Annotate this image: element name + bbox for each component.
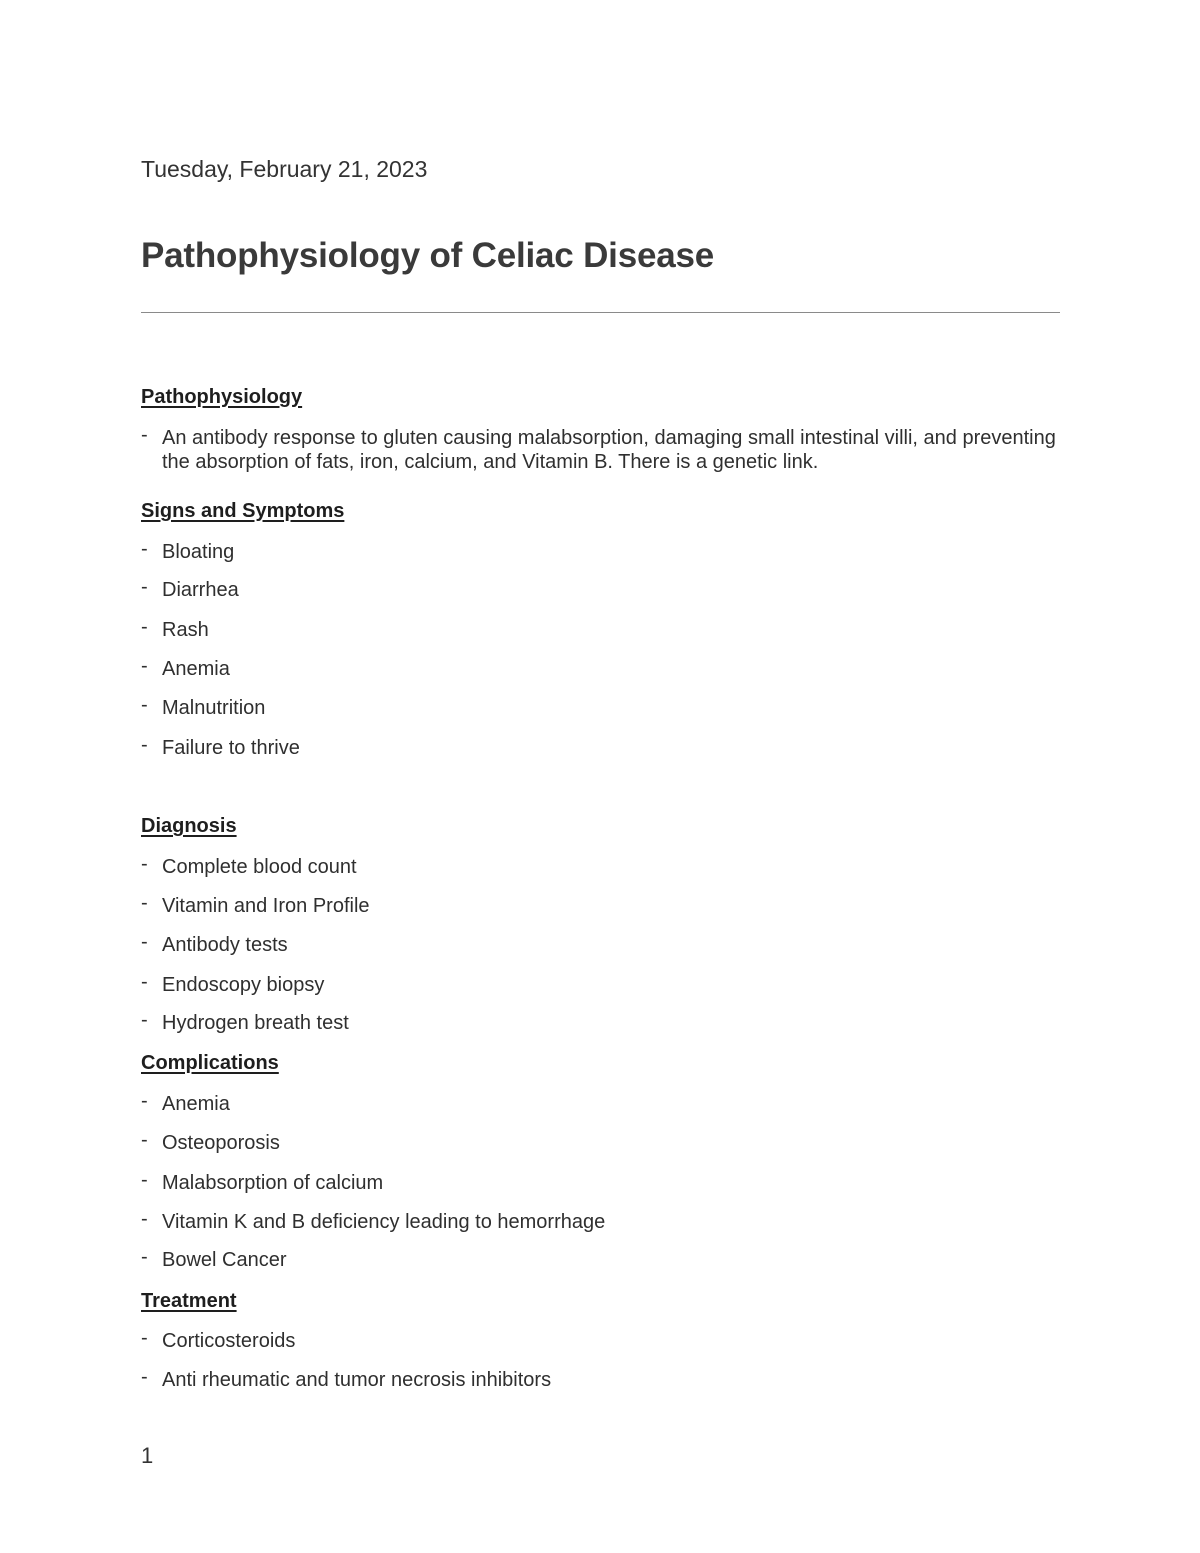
list-item-text: Antibody tests [162,934,288,956]
bullet-dash: - [141,1129,148,1151]
section-heading-signs-and-symptoms: Signs and Symptoms [141,500,345,522]
list-item-text: Osteoporosis [162,1132,280,1154]
bullet-dash: - [141,1246,148,1268]
list-item-text: Malnutrition [162,697,266,719]
list-item-text: Anemia [162,658,230,680]
bullet-dash: - [141,1090,148,1112]
section-heading-diagnosis: Diagnosis [141,815,237,837]
list-item-text: Anti rheumatic and tumor necrosis inhibitors [162,1369,552,1391]
page-title: Pathophysiology of Celiac Disease [141,236,715,275]
list-item-text: Vitamin and Iron Profile [162,895,370,917]
section-heading-treatment: Treatment [141,1290,237,1312]
list-item-text: Malabsorption of calcium [162,1172,384,1194]
bullet-dash: - [141,424,148,446]
bullet-dash: - [141,1327,148,1349]
bullet-dash: - [141,1169,148,1191]
list-item-text: Endoscopy biopsy [162,974,325,996]
bullet-dash: - [141,892,148,914]
title-divider [141,312,1060,313]
list-item-text: Bowel Cancer [162,1249,287,1271]
list-item-text: An antibody response to gluten causing malabsorption, damaging small intestinal villi, and preventing the absorption of fats, iron, calcium, and Vitamin B. There is a genetic link. [162,427,1056,473]
bullet-dash: - [141,538,148,560]
bullet-dash: - [141,616,148,638]
list-item-text: Hydrogen breath test [162,1012,349,1034]
section-heading-pathophysiology: Pathophysiology [141,386,303,408]
bullet-dash: - [141,853,148,875]
bullet-dash: - [141,1208,148,1230]
bullet-dash: - [141,576,148,598]
bullet-dash: - [141,734,148,756]
list-item-text: Bloating [162,541,235,563]
bullet-dash: - [141,1366,148,1388]
list-item-text: Diarrhea [162,579,239,601]
page-number: 1 [141,1443,154,1468]
document-date: Tuesday, February 21, 2023 [141,156,428,182]
section-heading-complications: Complications [141,1052,279,1074]
bullet-dash: - [141,694,148,716]
bullet-dash: - [141,1009,148,1031]
bullet-dash: - [141,971,148,993]
bullet-dash: - [141,655,148,677]
list-item-text: Failure to thrive [162,737,300,759]
list-item-text: Rash [162,619,209,641]
list-item-text: Corticosteroids [162,1330,296,1352]
list-item-text: Vitamin K and B deficiency leading to hemorrhage [162,1211,606,1233]
list-item-text: Anemia [162,1093,230,1115]
list-item-text: Complete blood count [162,856,357,878]
bullet-dash: - [141,931,148,953]
